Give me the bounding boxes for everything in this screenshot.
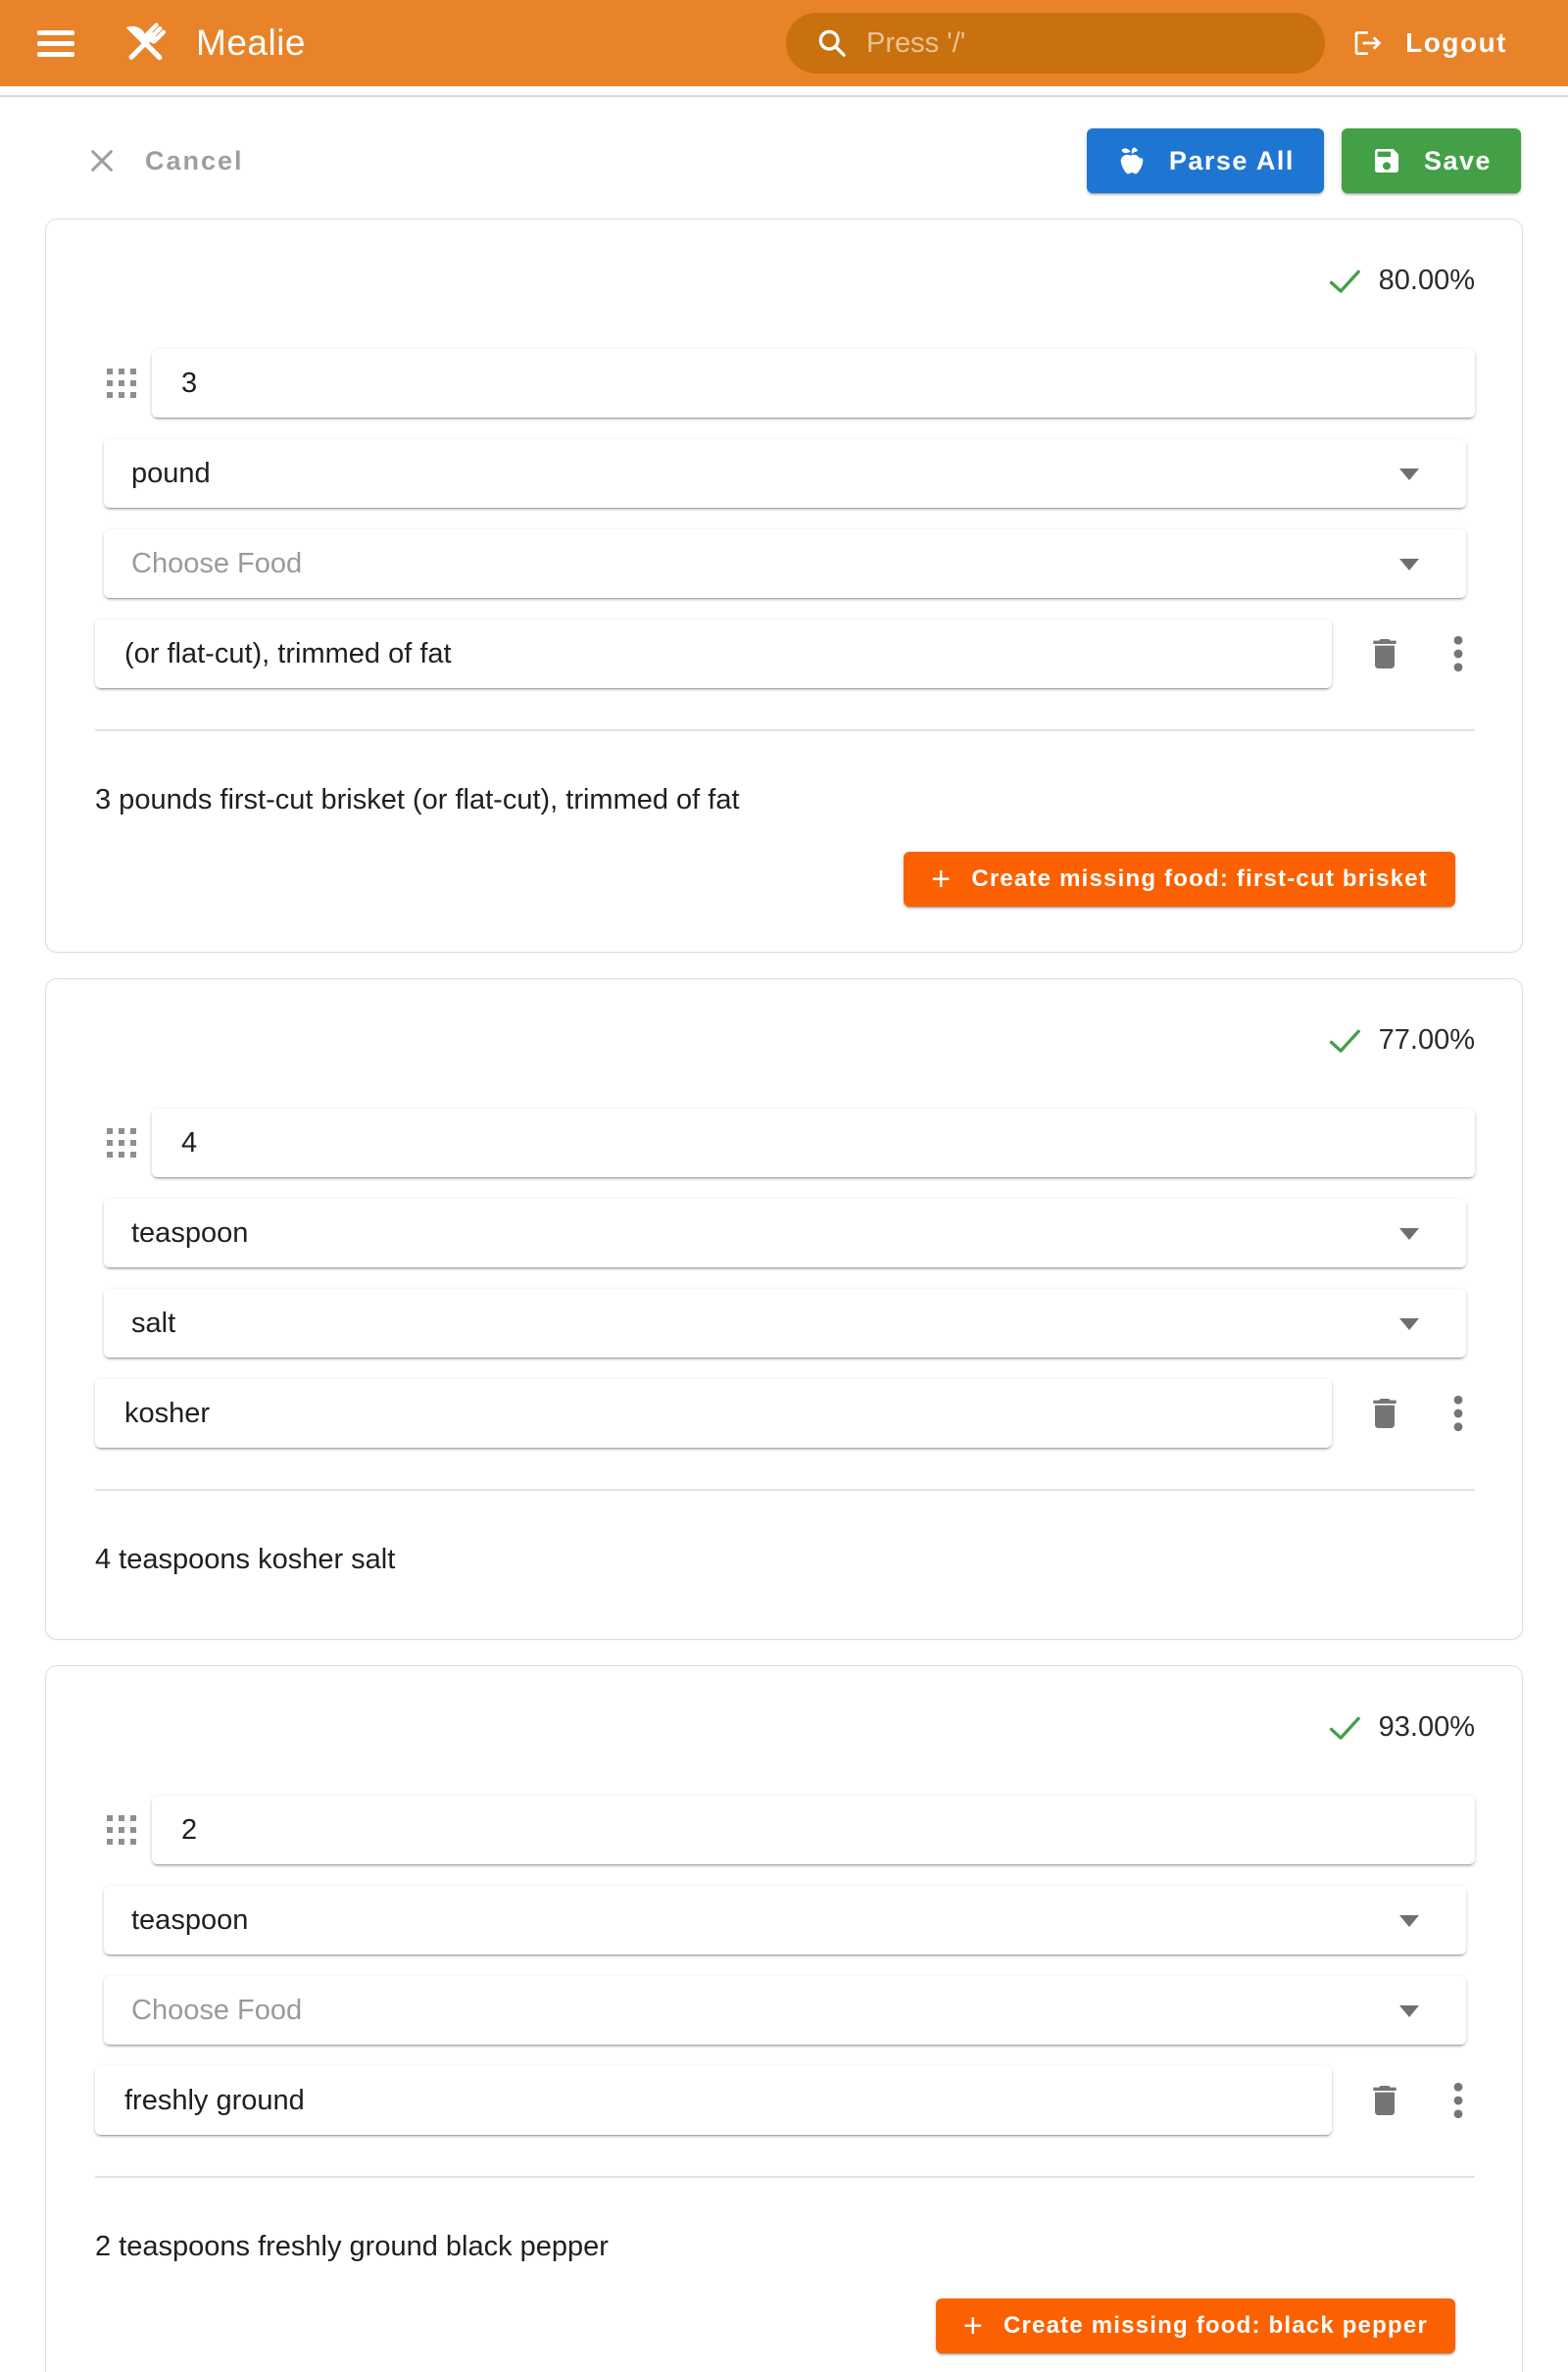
apple-icon — [1116, 145, 1148, 176]
ingredient-card — [45, 1665, 1523, 2372]
quantity-input[interactable] — [152, 1109, 1475, 1177]
food-select[interactable] — [104, 1289, 1466, 1358]
unit-value: teaspoon — [131, 1216, 249, 1249]
unit-select[interactable] — [104, 1199, 1466, 1267]
search-input[interactable] — [786, 13, 1325, 74]
create-missing-food-label: Create missing food: black pepper — [1003, 2312, 1428, 2339]
chevron-down-icon — [1399, 559, 1419, 570]
drag-handle-icon[interactable] — [107, 1128, 136, 1158]
mealie-logo-icon[interactable] — [116, 14, 174, 73]
vertical-dots-icon — [1449, 1392, 1467, 1435]
card-divider — [95, 2176, 1475, 2178]
unit-value: teaspoon — [131, 1903, 249, 1936]
parse-all-label: Parse All — [1168, 145, 1295, 175]
search-placeholder: Press '/' — [866, 26, 966, 59]
original-ingredient-text: 2 teaspoons freshly ground black pepper — [95, 2231, 609, 2262]
more-options-button[interactable] — [1449, 632, 1467, 675]
plus-icon: + — [962, 2307, 984, 2345]
ingredient-parser-list — [0, 219, 1568, 2372]
vertical-dots-icon — [1449, 2079, 1467, 2122]
app-title: Mealie — [196, 23, 306, 63]
food-select[interactable] — [104, 1976, 1466, 2045]
confidence-value: 80.00% — [1378, 264, 1475, 296]
ingredient-card — [45, 978, 1523, 1640]
check-icon — [1326, 1021, 1363, 1059]
save-icon — [1371, 145, 1402, 176]
header-divider — [0, 95, 1568, 97]
card-divider — [95, 1489, 1475, 1491]
logout-label: Logout — [1405, 27, 1507, 58]
more-options-button[interactable] — [1449, 2079, 1467, 2122]
drag-handle-icon[interactable] — [107, 1815, 136, 1845]
chevron-down-icon — [1399, 2005, 1419, 2017]
create-missing-food-button[interactable] — [904, 852, 1455, 907]
logout-icon — [1352, 27, 1384, 59]
search-icon — [815, 26, 849, 60]
ingredient-card — [45, 219, 1523, 953]
app-header — [0, 0, 1568, 86]
cancel-label: Cancel — [145, 145, 244, 175]
original-ingredient-text: 4 teaspoons kosher salt — [95, 1544, 396, 1575]
chevron-down-icon — [1399, 1915, 1419, 1927]
chevron-down-icon — [1399, 1228, 1419, 1240]
drag-handle-icon[interactable] — [107, 369, 136, 398]
editor-toolbar — [0, 128, 1568, 193]
confidence-value: 93.00% — [1378, 1710, 1475, 1743]
delete-ingredient-button[interactable] — [1365, 2081, 1404, 2120]
close-icon — [86, 145, 118, 176]
note-input[interactable] — [95, 2066, 1332, 2135]
note-input[interactable] — [95, 1379, 1332, 1448]
cancel-button[interactable] — [86, 145, 244, 176]
check-icon — [1326, 262, 1363, 299]
chevron-down-icon — [1399, 1318, 1419, 1330]
check-icon — [1326, 1708, 1363, 1746]
chevron-down-icon — [1399, 469, 1419, 480]
confidence-value: 77.00% — [1378, 1023, 1475, 1056]
delete-ingredient-button[interactable] — [1365, 634, 1404, 673]
unit-select[interactable] — [104, 1886, 1466, 1954]
trash-icon — [1365, 634, 1404, 673]
create-missing-food-button[interactable] — [936, 2298, 1455, 2353]
save-button[interactable] — [1342, 128, 1521, 193]
trash-icon — [1365, 1394, 1404, 1433]
trash-icon — [1365, 2081, 1404, 2120]
parse-all-button[interactable] — [1087, 128, 1324, 193]
food-value: Choose Food — [131, 547, 303, 579]
more-options-button[interactable] — [1449, 1392, 1467, 1435]
food-select[interactable] — [104, 529, 1466, 598]
unit-select[interactable] — [104, 439, 1466, 508]
unit-value: pound — [131, 457, 211, 489]
logout-button[interactable] — [1352, 0, 1507, 86]
create-missing-food-label: Create missing food: first-cut brisket — [971, 865, 1428, 892]
food-value: salt — [131, 1307, 176, 1339]
menu-icon[interactable] — [37, 25, 74, 63]
original-ingredient-text: 3 pounds first-cut brisket (or flat-cut), trimmed of fat — [95, 784, 740, 815]
vertical-dots-icon — [1449, 632, 1467, 675]
note-input[interactable] — [95, 619, 1332, 688]
food-value: Choose Food — [131, 1994, 303, 2026]
card-divider — [95, 729, 1475, 731]
quantity-input[interactable] — [152, 349, 1475, 418]
save-label: Save — [1423, 145, 1492, 175]
delete-ingredient-button[interactable] — [1365, 1394, 1404, 1433]
quantity-input[interactable] — [152, 1796, 1475, 1864]
plus-icon: + — [931, 861, 953, 898]
